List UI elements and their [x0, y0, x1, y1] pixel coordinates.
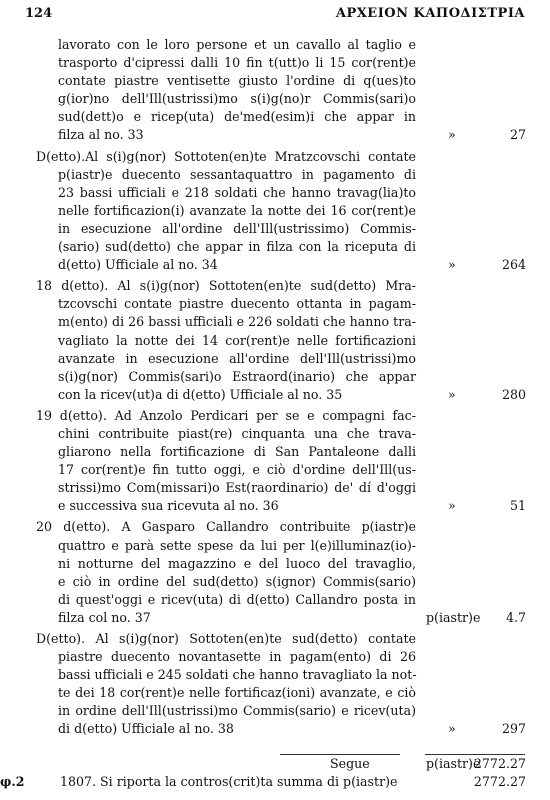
- entry-amount: 51: [509, 498, 526, 514]
- entry-line: bassi ufficiali e 245 soldati che hanno travagliato la not-: [58, 667, 417, 683]
- running-title: ΑΡΧΕΙΟΝ ΚΑΠΟΔΙΣΤΡΙΑ: [335, 6, 525, 21]
- ledger-entries: [0, 36, 550, 742]
- entry-text: [36, 36, 416, 145]
- entry-line: contate piastre ventisette giusto l'ordine di q(ues)to: [58, 73, 416, 89]
- entry-line: 20 d(etto). A Gasparo Callandro contribuite p(iastr)e: [36, 519, 416, 535]
- entry-line: ni notturne del magazzino e del luoco del travaglio,: [58, 555, 416, 571]
- entry-amount: 264: [501, 257, 526, 273]
- entry-line: gliarono nella fortificazione di San Pantaleone dalli: [58, 444, 416, 460]
- entry-line: in esecuzione all'ordine dell'Ill(ustrissimo) Commis-: [58, 220, 416, 236]
- entry-amount: 27: [509, 127, 526, 143]
- entry-line: strissi)mo Com(missari)o Est(raordinario) de' dí d'oggi: [58, 480, 416, 496]
- entry-line: lavorato con le loro persone et un cavallo al taglio e: [58, 37, 416, 52]
- segue-currency: p(iastr)e: [426, 756, 481, 771]
- entry-line: di d(etto) Ufficiale al no. 38: [58, 721, 234, 737]
- folio-mark: φ.2: [0, 774, 25, 789]
- footer-text: 1807. Si riporta la contros(crit)ta summa di p(iastr)e: [60, 774, 398, 789]
- ledger-entry: [0, 518, 550, 627]
- entry-amount: 297: [501, 721, 526, 737]
- footer-amount: 2772.27: [473, 774, 526, 789]
- segue-label: Segue: [330, 756, 370, 771]
- entry-line: filza col no. 37: [58, 609, 151, 625]
- entry-line: vagliato la notte dei 14 cor(rent)e nelle fortificazioni: [58, 332, 416, 348]
- entry-line: con la ricev(ut)a di d(etto) Ufficiale al no. 35: [58, 386, 343, 402]
- entry-line: D(etto).Al s(i)g(nor) Sottoten(en)te Mratzcovschi contate: [36, 148, 416, 164]
- ledger-entry: [0, 277, 550, 404]
- ledger-entry: [0, 148, 550, 275]
- entry-currency: »: [448, 721, 456, 737]
- segue-rule-left: [280, 754, 400, 755]
- entry-line: e successiva sua ricevuta al no. 36: [58, 498, 279, 514]
- page-number: 124: [25, 6, 53, 21]
- entry-line: g(ior)no dell'Ill(ustrissi)mo s(i)g(no)r Commis(sari)o: [58, 91, 416, 107]
- entry-currency: »: [448, 127, 456, 143]
- segue-row: [0, 754, 550, 774]
- segue-rule-right: [425, 754, 525, 755]
- segue-amount: 2772.27: [473, 756, 526, 771]
- entry-line: e ciò in ordine del sud(detto) s(ignor) Commis(sario): [58, 573, 416, 589]
- entry-line: avanzate in esecuzione all'ordine dell'Ill(ustrissi)mo: [58, 350, 416, 366]
- entry-currency: »: [448, 498, 456, 514]
- entry-line: trasporto d'cipressi dalli 10 fin t(utt)o li 15 cor(rent)e: [58, 55, 416, 71]
- ledger-entry: [0, 630, 550, 739]
- entry-text: [36, 407, 416, 516]
- entry-currency: p(iastr)e: [426, 609, 481, 625]
- entry-line: p(iastr)e duecento sessantaquattro in pagamento di: [58, 166, 416, 182]
- entry-amount: 280: [501, 386, 526, 402]
- entry-text: [36, 148, 416, 275]
- entry-line: chini contribuite piast(re) cinquanta una che trava-: [58, 425, 416, 441]
- entry-line: D(etto). Al s(i)g(nor) Sottoten(en)te sud(detto) contate: [36, 631, 416, 646]
- entry-text: [36, 277, 416, 404]
- ledger-entry: [0, 36, 550, 145]
- entry-line: nelle fortificazion(i) avanzate la notte dei 16 cor(rent)e: [58, 202, 416, 218]
- entry-text: [36, 518, 416, 627]
- entry-line: m(ento) di 26 bassi ufficiali e 226 soldati che hanno tra-: [58, 314, 416, 330]
- entry-currency: »: [448, 386, 456, 402]
- ledger-entry: [0, 407, 550, 516]
- entry-line: 17 cor(rent)e fin tutto oggi, e ciò d'ordine dell'Ill(us-: [58, 462, 416, 478]
- entry-line: s(i)g(nor) Commis(sari)o Estraord(inario) che appar: [58, 368, 416, 384]
- entry-line: sud(dett)o e ricep(uta) de'med(esim)i che appar in: [58, 109, 416, 125]
- entry-text: [36, 630, 416, 739]
- entry-line: in ordine dell'Ill(ustrissi)mo Commis(sario) e ricev(uta): [58, 703, 416, 719]
- entry-line: 18 d(etto). Al s(i)g(nor) Sottoten(en)te sud(detto) Mra-: [36, 278, 416, 294]
- entry-line: 19 d(etto). Ad Anzolo Perdicari per se e compagni fac-: [36, 407, 416, 423]
- entry-amount: 4.7: [505, 609, 526, 625]
- entry-line: 23 bassi ufficiali e 218 soldati che hanno travag(lia)to: [58, 184, 416, 200]
- entry-line: quattro e parà sette spese da lui per l(e)illuminaz(io)-: [58, 537, 416, 553]
- entry-line: di quest'oggi e ricev(uta) di d(etto) Callandro posta in: [58, 591, 416, 607]
- entry-line: piastre duecento novantasette in pagam(ento) di 26: [58, 649, 416, 665]
- entry-line: (sario) sud(detto) che appar in filza con la riceputa di: [58, 239, 416, 255]
- entry-line: tzcovschi contate piastre duecento ottanta in pagam-: [58, 296, 416, 312]
- footer-row: [0, 774, 550, 794]
- page-header: [25, 6, 525, 24]
- entry-line: filza al no. 33: [58, 127, 144, 143]
- entry-line: te dei 18 cor(rent)e nelle fortificaz(ioni) avanzate, e ciò: [58, 685, 416, 701]
- entry-currency: »: [448, 257, 456, 273]
- entry-line: d(etto) Ufficiale al no. 34: [58, 257, 218, 273]
